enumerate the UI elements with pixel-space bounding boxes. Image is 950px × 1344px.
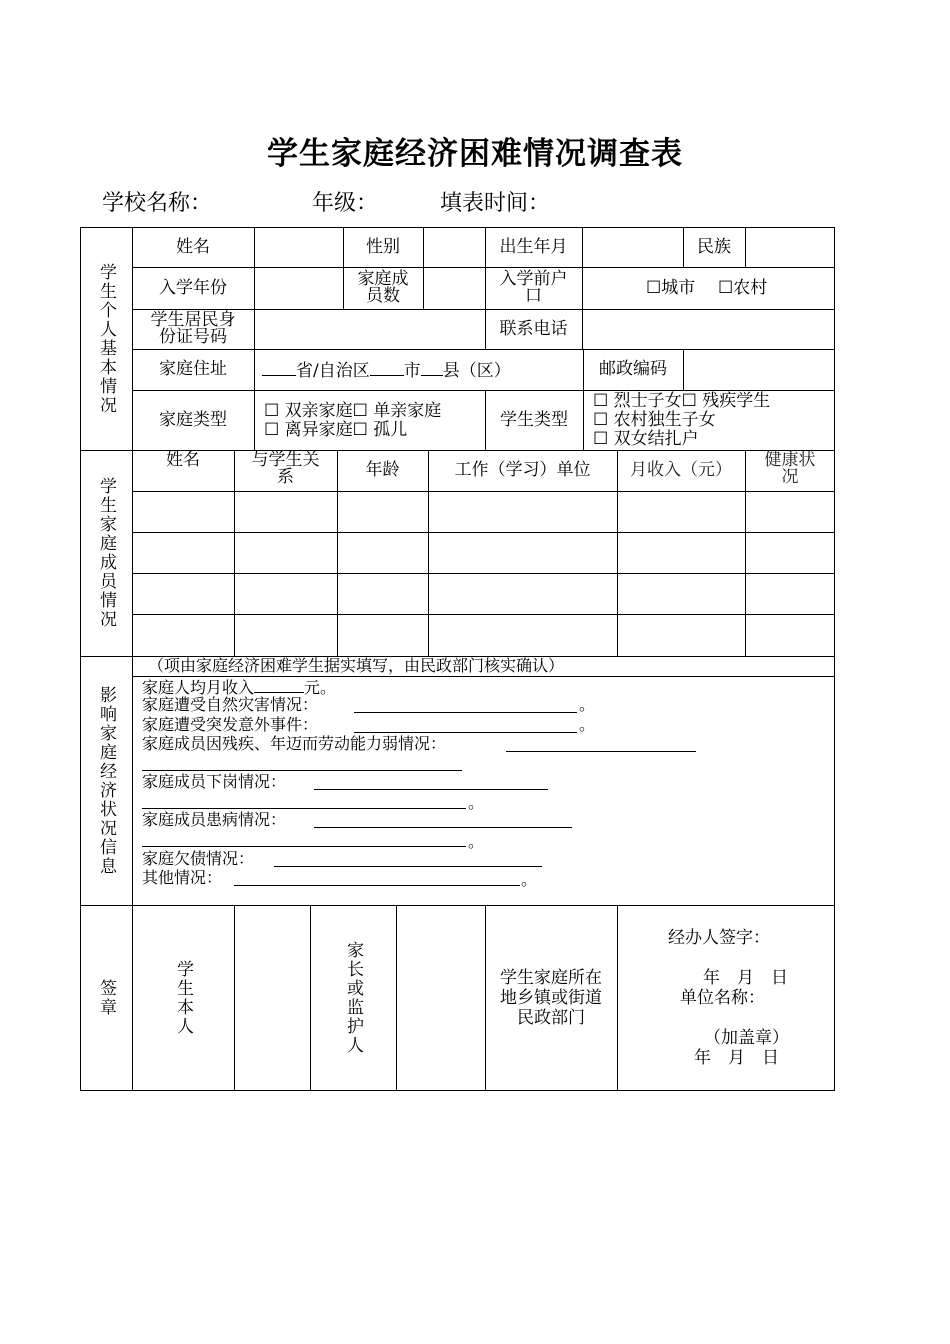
student-type-options-row3[interactable]: ☐ 双女结扎户 [593,429,699,449]
seal-label: （加盖章） [704,1028,789,1048]
student-type-label: 学生类型 [500,409,568,430]
table-row[interactable] [132,573,835,614]
income-field[interactable] [254,678,304,693]
postcode-label: 邮政编码 [599,359,667,379]
id-number-label: 学生居民身份证号码 [150,310,236,347]
table-row[interactable] [132,532,835,573]
name-label: 姓名 [176,236,210,257]
disaster-field[interactable] [354,712,577,713]
unemployed-field-cont[interactable] [142,808,466,809]
accident-period: 。 [579,715,596,734]
id-number-field[interactable] [254,309,485,349]
illness-field-cont[interactable] [142,846,466,847]
student-sign-field[interactable] [234,905,310,1091]
unemployed-period: 。 [468,793,485,812]
hukou-rural-checkbox[interactable]: ☐农村 [718,278,768,298]
enroll-year-field[interactable] [254,267,343,309]
family-type-options-row2[interactable]: ☐ 离异家庭☐ 孤儿 [264,420,408,440]
family-size-label: 家庭成员数 [357,269,409,306]
debt-field[interactable] [274,866,542,867]
illness-field[interactable] [314,827,572,828]
debt-label: 家庭欠债情况： [142,849,255,868]
section-economic-info-label: 影响家庭经济状况信息 [96,685,116,876]
unemployed-label: 家庭成员下岗情况： [142,772,287,791]
phone-field[interactable] [582,309,835,349]
name-field[interactable] [254,227,343,267]
family-type-label: 家庭类型 [159,409,227,430]
section-family-members-label: 学生家庭成员情况 [96,477,116,629]
illness-period: 。 [468,832,485,851]
student-sign-label: 学生本人 [173,960,193,1036]
illness-label: 家庭成员患病情况： [142,810,287,829]
fill-date-label: 填表时间： [440,191,551,216]
table-row[interactable] [132,614,835,656]
member-col-relation: 与学生关系 [251,450,320,487]
hukou-label: 入学前户口 [499,269,568,306]
disability-label: 家庭成员因残疾、年迈而劳动能力弱情况： [142,734,447,753]
student-type-options-row1[interactable]: ☐ 烈士子女☐ 残疾学生 [593,391,771,411]
income-line: 家庭人均月收入 元。 [142,678,337,697]
enroll-year-label: 入学年份 [159,277,227,298]
accident-field[interactable] [354,732,577,733]
gender-label: 性别 [366,236,400,257]
accident-label: 家庭遭受突发意外事件： [142,715,319,734]
disability-field-cont[interactable] [142,770,462,771]
form-title: 学生家庭经济困难情况调查表 [267,136,683,172]
unit-name-label: 单位名称： [680,988,765,1008]
guardian-sign-field[interactable] [396,905,485,1091]
table-row[interactable] [132,491,835,532]
gender-field[interactable] [423,227,485,267]
family-size-field[interactable] [423,267,485,309]
phone-label: 联系电话 [499,318,568,339]
ethnicity-label: 民族 [697,236,731,257]
sign-date-1: 年 月 日 [703,968,788,988]
disaster-period: 。 [579,695,596,714]
student-type-options-row2[interactable]: ☐ 农村独生子女 [593,410,716,430]
other-period: 。 [521,870,538,889]
ethnicity-field[interactable] [745,227,835,267]
address-field[interactable]: 省/自治区 市 县（区） [262,361,511,380]
member-col-income: 月收入（元） [630,460,732,480]
handler-sign-label: 经办人签字： [668,928,770,948]
postcode-field[interactable] [683,349,835,390]
member-col-age: 年龄 [365,460,400,480]
grade-label: 年级： [312,191,379,216]
member-col-health: 健康状况 [764,450,816,487]
other-field[interactable] [234,885,520,886]
birth-field[interactable] [582,227,683,267]
other-label: 其他情况： [142,868,223,887]
family-type-options-row1[interactable]: ☐ 双亲家庭☐ 单亲家庭 [264,401,442,421]
civil-affairs-label: 学生家庭所在地乡镇或街道民政部门 [500,968,602,1028]
sign-date-2: 年 月 日 [694,1048,779,1068]
member-col-name: 姓名 [166,450,200,470]
disaster-label: 家庭遭受自然灾害情况： [142,695,319,714]
member-col-workplace: 工作（学习）单位 [454,460,591,480]
economic-note: （项由家庭经济困难学生据实填写，由民政部门核实确认） [148,656,565,675]
unemployed-field[interactable] [314,789,548,790]
disability-field[interactable] [506,751,696,752]
hukou-city-checkbox[interactable]: ☐城市 [646,278,696,298]
guardian-sign-label: 家长或监护人 [343,941,363,1055]
school-name-label: 学校名称： [102,191,213,216]
section-sign-label: 签章 [96,979,116,1017]
birth-label: 出生年月 [499,236,568,257]
section-basic-info-label: 学生个人基本情况 [96,262,116,415]
address-label: 家庭住址 [159,359,227,379]
